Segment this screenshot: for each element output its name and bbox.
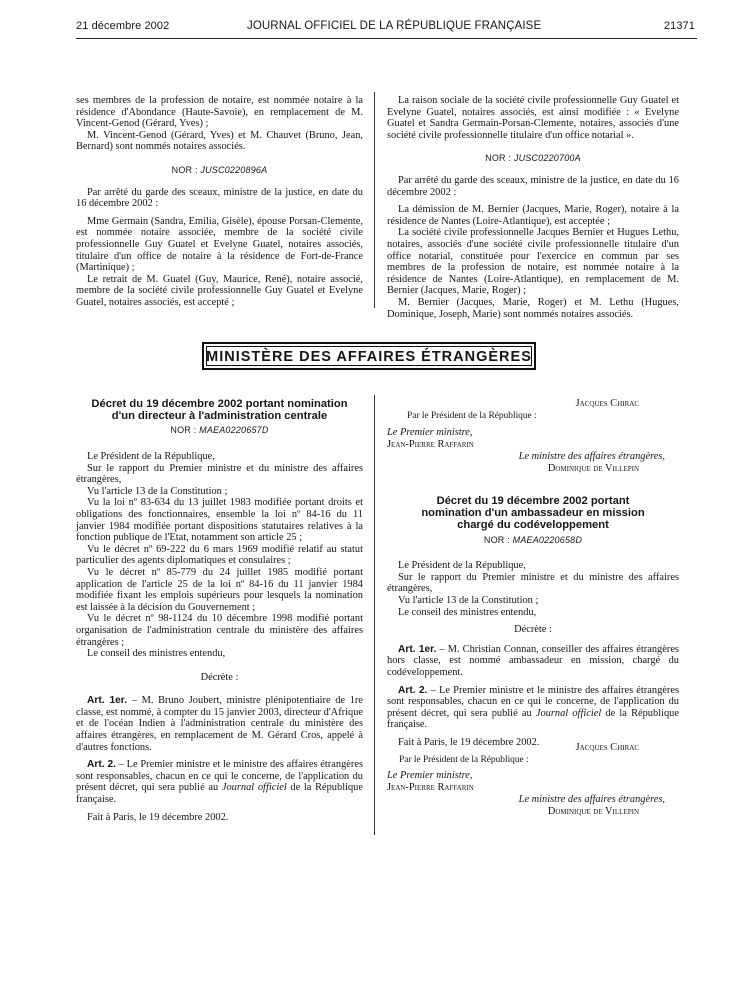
minister-name: Dominique de Villepin: [547, 463, 639, 474]
column-divider-bottom: [374, 395, 375, 835]
president-signature: Jacques Chirac: [575, 398, 639, 409]
header-rule: [76, 38, 697, 39]
decree-1-signatures: [387, 398, 679, 475]
paragraph: M. Vincent-Genod (Gérard, Yves) et M. Chauvet (Bruno, Jean, Bernard) sont nommés notaires associés.: [76, 129, 363, 153]
decree-2-title: Décret du 19 décembre 2002 portant nomination d'un ambassadeur en mission chargé du codéveloppement: [421, 495, 645, 532]
paragraph: La société civile professionnelle Jacques Bernier et Hugues Lethu, notaires, associés d'une société civile professionnelle titulaire d'un office notarial, constituée pour l'exercice en commun par ses membres de la profession de notaire, est nommée notaire à la résidence de Nantes (Loire-Atlantique), en remplacement de M. Bernier (Jacques, Marie, Roger) ;: [387, 227, 679, 297]
minister-title: Le ministre des affaires étrangères,: [518, 451, 665, 462]
page-number: 21371: [663, 20, 695, 32]
paragraph: La raison sociale de la société civile professionnelle Guy Guatel et Evelyne Guatel, notaires associés, est ainsi modifiée : « Evelyne Guatel et Sandra Germain-Porsan-Clemente, notaires, associés d'une société civile professionnelle titulaire d'un office notarial ».: [387, 95, 679, 141]
nor-reference: NOR : MAEA0220657D: [170, 425, 269, 436]
paragraph: Vu la loi nº 83-634 du 13 juillet 1983 modifiée portant droits et obligations des fonctionnaires, ensemble la loi nº 84-16 du 11 janvier 1984 modifiée portant dispositions statutaires relatives à la fonction publique de l'Etat, notamment son article 25 ;: [76, 497, 363, 544]
paragraph: Par arrêté du garde des sceaux, ministre de la justice, en date du 16 décembre 2002 :: [387, 174, 679, 198]
paragraph: Vu le décret nº 98-1124 du 10 décembre 1998 modifié portant organisation de l'administration centrale du ministère des affaires étrangères ;: [76, 613, 363, 648]
paragraph: Vu le décret nº 85-779 du 24 juillet 1985 modifié portant application de l'article 25 de la loi nº 84-16 du 11 janvier 1984 modifiée fixant les emplois supérieurs pour lesquels la nomination est laissée à la décision du Gouvernement ;: [76, 566, 363, 613]
president-signature: Jacques Chirac: [575, 742, 639, 753]
header-date: 21 décembre 2002: [76, 20, 170, 32]
decree-2-signatures: [387, 742, 679, 818]
paragraph: Le Président de la République,: [398, 560, 526, 572]
paragraph: Le conseil des ministres entendu,: [87, 648, 226, 660]
pm-title: Le Premier ministre,: [387, 770, 473, 781]
nor-reference: NOR : JUSC0220700A: [485, 153, 581, 164]
paragraph: Mme Germain (Sandra, Emilia, Gisèle), épouse Porsan-Clemente, est nommée notaire associée, membre de la société civile professionnelle Guy Guatel et Evelyne Guatel, notaires associés, titulaire d'un office de notaire à la résidence de Fort-de-France (Martinique) ;: [76, 215, 363, 274]
top-right-column: [387, 95, 679, 320]
ministry-heading-box: [202, 342, 536, 370]
paragraph: La démission de M. Bernier (Jacques, Marie, Roger), notaire à la résidence de Nantes (Loire-Atlantique), est acceptée ;: [387, 204, 679, 227]
nor-reference: NOR : JUSC0220896A: [171, 164, 268, 175]
article-2: Art. 2. – Le Premier ministre et le ministre des affaires étrangères sont responsables, chacun en ce qui le concerne, de l'application du présent décret, qui sera publié au Journal officiel de la République française.: [76, 759, 363, 806]
paragraph: Le conseil des ministres entendu,: [398, 606, 537, 618]
paragraph: Sur le rapport du Premier ministre et du ministre des affaires étrangères,: [387, 571, 679, 595]
article-1: Art. 1er. – M. Bruno Joubert, ministre plénipotentiaire de 1re classe, est nommé, à compter du 15 janvier 2003, directeur d'Afrique et de l'océan Indien à l'administration centrale du ministère des affaires étrangères, en remplacement de M. Gérard Cros, appelé à d'autres fonctions.: [76, 695, 363, 753]
paragraph: Par arrêté du garde des sceaux, ministre de la justice, en date du 16 décembre 2002 :: [76, 186, 363, 210]
decree-2: [387, 495, 679, 749]
article-1: Art. 1er. – M. Christian Connan, conseiller des affaires étrangères hors classe, est nommé ambassadeur en mission, chargé du codéveloppement.: [387, 643, 679, 678]
paragraph: Vu le décret nº 69-222 du 6 mars 1969 modifié relatif au statut particulier des agents diplomatiques et consulaires ;: [76, 543, 363, 567]
paragraph: Sur le rapport du Premier ministre et du ministre des affaires étrangères,: [76, 462, 363, 486]
minister-name: Dominique de Villepin: [547, 806, 639, 817]
nor-reference: NOR : MAEA0220658D: [483, 534, 583, 545]
paragraph: Vu l'article 13 de la Constitution ;: [87, 485, 228, 497]
pm-name: Jean-Pierre Raffarin: [387, 782, 474, 793]
decrete-heading: Décrète :: [514, 624, 552, 636]
par-le-president: Par le Président de la République :: [407, 411, 537, 421]
paragraph: Le Président de la République,: [87, 451, 215, 462]
pm-name: Jean-Pierre Raffarin: [387, 439, 474, 450]
journal-title: JOURNAL OFFICIEL DE LA RÉPUBLIQUE FRANÇAISE: [247, 20, 542, 32]
paragraph: Le retrait de M. Guatel (Guy, Maurice, René), notaire associé, membre de la société civile professionnelle Guy Guatel et Evelyne Guatel, notaires associés, est accepté ;: [76, 273, 363, 308]
decree-1-title: Décret du 19 décembre 2002 portant nomination d'un directeur à l'administration centrale: [91, 398, 348, 423]
decrete-heading: Décrète :: [200, 671, 239, 683]
fait-a-paris: Fait à Paris, le 19 décembre 2002.: [398, 736, 540, 748]
decree-1: [76, 398, 363, 823]
paragraph: M. Bernier (Jacques, Marie, Roger) et M. Lethu (Hugues, Dominique, Joseph, Marie) sont nommés notaires associés.: [387, 296, 679, 320]
column-divider-top: [374, 92, 375, 308]
fait-a-paris: Fait à Paris, le 19 décembre 2002.: [87, 811, 229, 823]
article-2: Art. 2. – Le Premier ministre et le ministre des affaires étrangères sont responsables, chacun en ce qui le concerne, de l'application du présent décret, qui sera publié au Journal officiel de la République française.: [387, 684, 679, 731]
top-left-column: [76, 95, 363, 309]
paragraph: Vu l'article 13 de la Constitution ;: [398, 594, 539, 606]
minister-title: Le ministre des affaires étrangères,: [518, 794, 665, 805]
pm-title: Le Premier ministre,: [387, 427, 473, 438]
par-le-president: Par le Président de la République :: [399, 755, 529, 765]
ministry-title: MINISTÈRE DES AFFAIRES ÉTRANGÈRES: [206, 349, 532, 365]
paragraph: ses membres de la profession de notaire, est nommée notaire à la résidence d'Abondance (Haute-Savoie), en remplacement de M. Vincent-Genod (Gérard, Yves) ;: [76, 95, 363, 130]
